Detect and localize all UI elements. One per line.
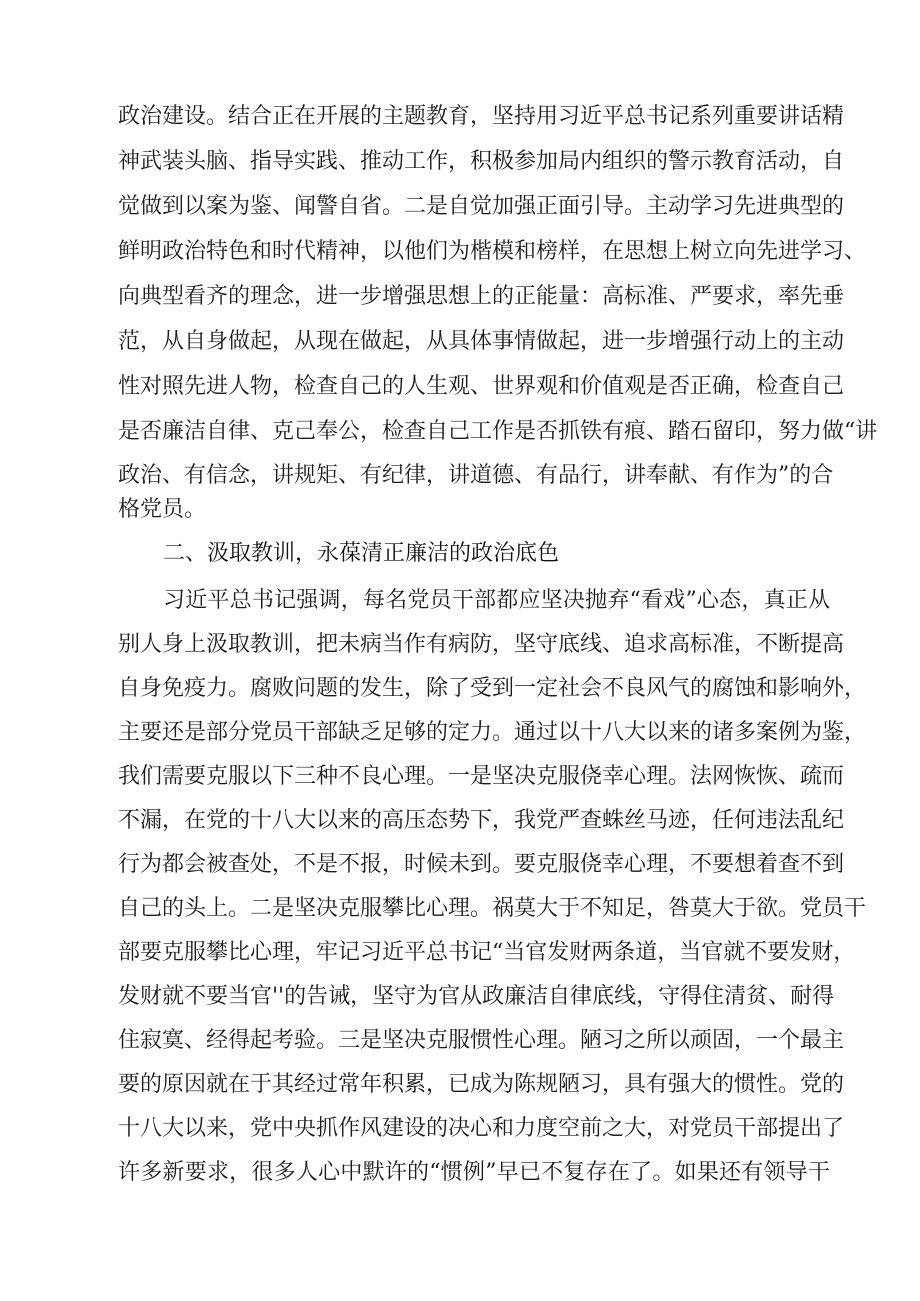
paragraph-line: 格党员。 <box>118 497 207 522</box>
paragraph-line: 行为都会被查处，不是不报，时候未到。要克服侥幸心理，不要想着查不到 <box>118 852 845 877</box>
paragraph-line: 许多新要求，很多人心中默许的“惯例”早已不复存在了。如果还有领导干 <box>118 1160 830 1185</box>
paragraph-line: 自己的头上。二是坚决克服攀比心理。祸莫大于不知足，咎莫大于欲。党员干 <box>118 896 867 921</box>
paragraph-line: 我们需要克服以下三种不良心理。一是坚决克服侥幸心理。法网恢恢、疏而 <box>118 764 845 789</box>
paragraph-line: 觉做到以案为鉴、闻警自省。二是自觉加强正面引导。主动学习先进典型的 <box>118 194 845 219</box>
paragraph-line: 神武装头脑、指导实践、推动工作，积极参加局内组织的警示教育活动，自 <box>118 149 845 174</box>
paragraph-line: 主要还是部分党员干部缺乏足够的定力。通过以十八大以来的诸多案例为鉴， <box>118 720 867 745</box>
paragraph-line: 自身免疫力。腐败问题的发生，除了受到一定社会不良风气的腐蚀和影响外， <box>118 676 867 701</box>
paragraph-line: 发财就不要当官''的告诫，坚守为官从政廉洁自律底线，守得住清贫、耐得 <box>118 984 835 1009</box>
paragraph-line: 要的原因就在于其经过常年积累，已成为陈规陋习，具有强大的惯性。党的 <box>118 1072 845 1097</box>
paragraph-line: 别人身上汲取教训，把未病当作有病防，坚守底线、追求高标准，不断提高 <box>118 632 845 657</box>
paragraph-line: 政治建设。结合正在开展的主题教育，坚持用习近平总书记系列重要讲话精 <box>118 104 845 129</box>
paragraph-line: 习近平总书记强调，每名党员干部都应坚决抛弃“看戏”心态，真正从 <box>163 588 830 613</box>
paragraph-line: 部要克服攀比心理，牢记习近平总书记“当官发财两条道，当官就不要发财， <box>118 940 856 965</box>
paragraph-line: 向典型看齐的理念，进一步增强思想上的正能量：高标准、严要求，率先垂 <box>118 284 845 309</box>
paragraph-line: 范，从自身做起，从现在做起，从具体事情做起，进一步增强行动上的主动 <box>118 329 845 354</box>
paragraph-line: 性对照先进人物，检查自己的人生观、世界观和价值观是否正确，检查自己 <box>118 374 845 399</box>
paragraph-line: 不漏，在党的十八大以来的高压态势下，我党严查蛛丝马迹，任何违法乱纪 <box>118 808 845 833</box>
paragraph-line: 是否廉洁自律、克己奉公，检查自己工作是否抓铁有痕、踏石留印，努力做“讲 <box>118 419 878 444</box>
paragraph-line: 鲜明政治特色和时代精神，以他们为楷模和榜样，在思想上树立向先进学习、 <box>118 239 867 264</box>
section-heading: 二、汲取教训，永葆清正廉洁的政治底色 <box>163 541 560 566</box>
paragraph-line: 政治、有信念，讲规矩、有纪律，讲道德、有品行，讲奉献、有作为”的合 <box>118 463 834 488</box>
paragraph-line: 十八大以来，党中央抓作风建设的决心和力度空前之大，对党员干部提出了 <box>118 1116 845 1141</box>
paragraph-line: 住寂寞、经得起考验。三是坚决克服惯性心理。陋习之所以顽固，一个最主 <box>118 1028 845 1053</box>
